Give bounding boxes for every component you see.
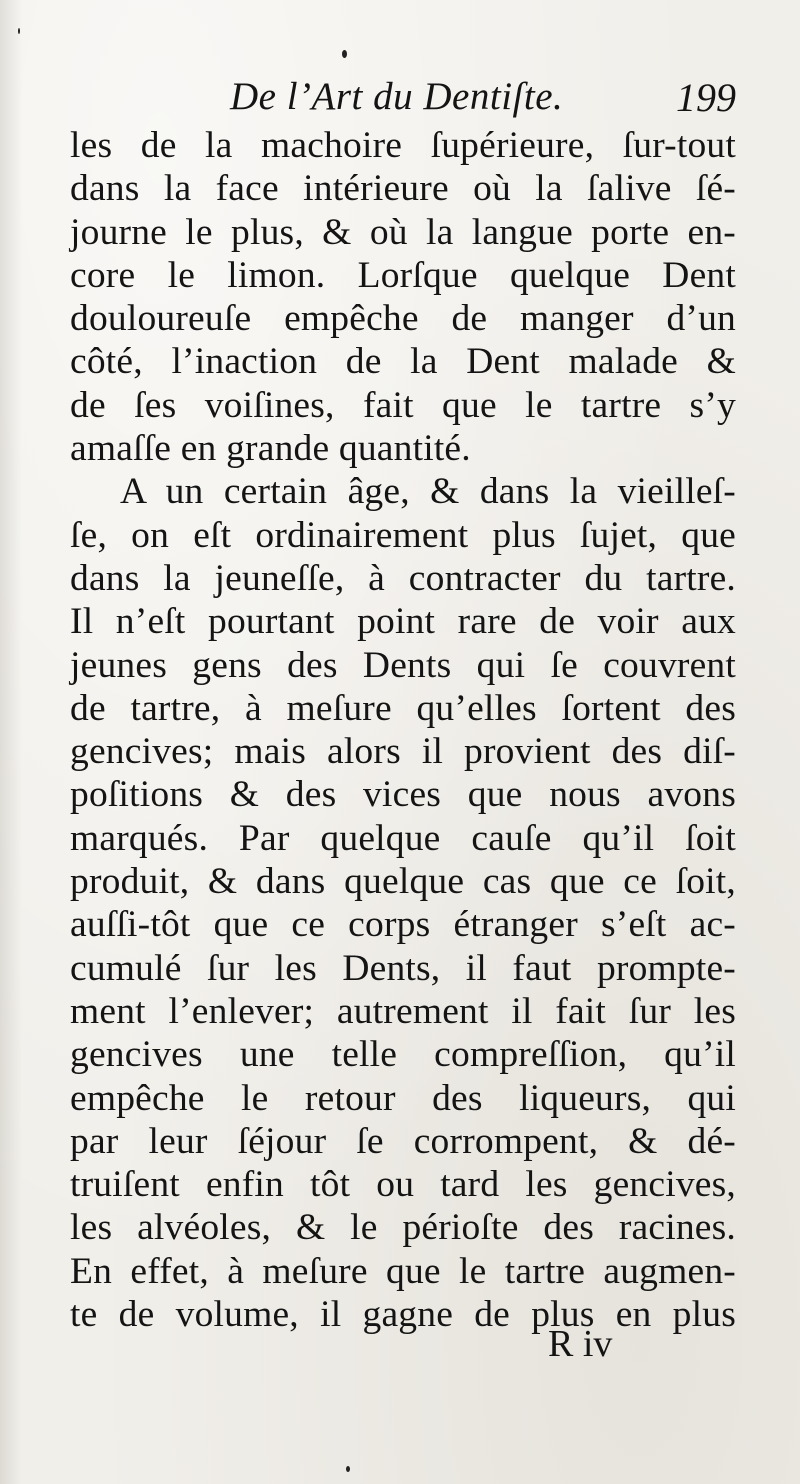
page-number: 199: [676, 75, 736, 120]
text-line: produit, & dans quelque cas que ce ſoit,: [70, 861, 736, 903]
page-header: [230, 70, 736, 130]
text-line: de ſes voiſines, fait que le tartre s’y: [70, 384, 736, 426]
text-line-paragraph-start: A un certain âge, & dans la vieilleſ-: [120, 471, 736, 513]
text-line: truiſent enfin tôt ou tard les gencives,: [70, 1164, 736, 1206]
text-line: de tartre, à meſure qu’elles ſortent des: [70, 687, 736, 729]
text-line: Il n’eſt pourtant point rare de voir aux: [70, 601, 736, 643]
text-line: marqués. Par quelque cauſe qu’il ſoit: [70, 817, 736, 859]
text-line: gencives une telle compreſſion, qu’il: [70, 1034, 736, 1076]
page-gutter-shadow: [0, 0, 22, 1484]
text-line: ment l’enlever; autrement il fait ſur les: [70, 990, 736, 1032]
text-line: par leur ſéjour ſe corrompent, & dé-: [70, 1120, 736, 1162]
text-line: côté, l’inaction de la Dent malade &: [70, 341, 736, 383]
body-text: [70, 124, 736, 1336]
ink-speck: [342, 50, 347, 58]
text-line: empêche le retour des liqueurs, qui: [70, 1077, 736, 1119]
text-line: En effet, à meſure que le tartre augmen-: [70, 1250, 736, 1292]
text-line: auſſi-tôt que ce corps étranger s’eſt ac-: [70, 904, 736, 946]
running-title: De l’Art du Dentiſte.: [230, 75, 564, 118]
text-line: les alvéoles, & le périoſte des racines.: [70, 1207, 736, 1249]
text-line: core le limon. Lorſque quelque Dent: [70, 254, 736, 296]
signature-mark: R iv: [548, 1323, 613, 1365]
text-line: jeunes gens des Dents qui ſe couvrent: [70, 644, 736, 686]
text-line: te de volume, il gagne de plus en plus: [70, 1294, 736, 1336]
text-line: les de la machoire ſupérieure, ſur-tout: [70, 125, 736, 166]
text-line-paragraph-end: amaſſe en grande quantité.: [70, 428, 471, 470]
text-line: gencives; mais alors il provient des diſ-: [70, 731, 736, 773]
text-line: ſe, on eſt ordinairement plus ſujet, que: [70, 514, 736, 556]
ink-speck: [18, 28, 20, 34]
text-line: douloureuſe empêche de manger d’un: [70, 298, 736, 340]
text-line: journe le plus, & où la langue porte en-: [70, 211, 736, 253]
ink-speck: [346, 1466, 350, 1472]
text-line: dans la face intérieure où la ſalive ſé-: [70, 168, 736, 210]
text-line: dans la jeuneſſe, à contracter du tartre.: [70, 557, 736, 599]
text-line: cumulé ſur les Dents, il faut prompte-: [70, 947, 736, 989]
text-line: poſitions & des vices que nous avons: [70, 774, 736, 816]
